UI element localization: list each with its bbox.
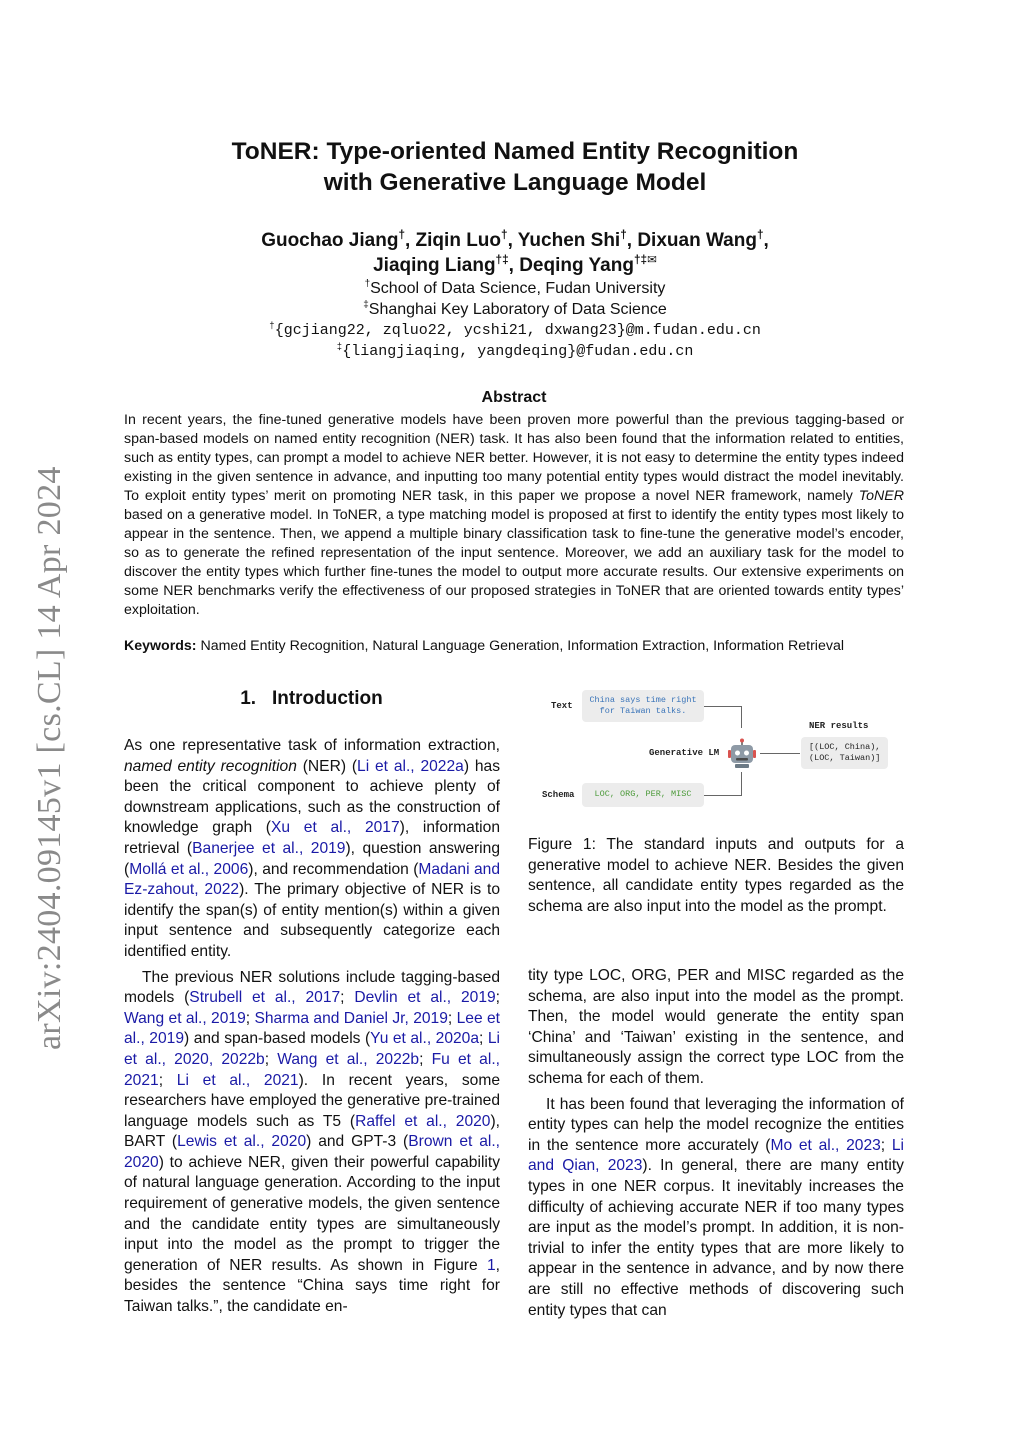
author-mark: † [501, 228, 508, 242]
citation-link[interactable]: Li et al., 2021 [176, 1071, 299, 1089]
citation-link[interactable]: Li et al., 2020, 2022b [124, 1030, 500, 1068]
citation-link[interactable]: Banerjee et al., 2019 [192, 839, 346, 857]
citation-link[interactable]: Strubell et al., 2017 [189, 989, 341, 1007]
intro-paragraph-2: The previous NER solutions include tagging-based models (Strubell et al., 2017; Devlin et al., 2019; Wang et al., 2019; Sharma and Daniel Jr, 2019; Lee et al., 2019) and span-based models (Yu et al., 2020a; Li et al., 2020, 2022b; Wang et al., 2022b; Fu et al., 2021; Li et al., 2021). In recent years, some researchers have employed the generative pre-trained language models such as T5 (Raffel et al., 2020), BART (Lewis et al., 2020) and GPT-3 (Brown et al., 2020) to achieve NER, given their powerful capability of natural language generation. According to the input requirement of generative models, the given sentence and the candidate entity types are simultaneously input into the model as the prompt to trigger the generation of NER results. As shown in Figure 1, besides the sentence “China says time right for Taiwan talks.”, the candidate en- [124, 968, 501, 1316]
affiliation-1: †School of Data Science, Fudan University [364, 278, 666, 297]
arxiv-identifier: arXiv:2404.09145v1 [cs.CL] 14 Apr 2024 [31, 466, 68, 1050]
citation-link[interactable]: Xu et al., 2017 [271, 819, 400, 837]
citation-link[interactable]: Fu et al., 2021 [124, 1050, 500, 1089]
citation-link[interactable]: Yu et al., 2020a [370, 1030, 480, 1048]
model-name: ToNER [858, 488, 904, 504]
title-line-1: ToNER: Type-oriented Named Entity Recognition [231, 138, 799, 165]
author-name: Deqing Yang [519, 255, 634, 276]
citation-link[interactable]: Li et al., 2022a [357, 757, 464, 775]
citation-link[interactable]: Lee et al., 2019 [124, 1009, 500, 1048]
citation-link[interactable]: Lewis et al., 2020 [177, 1133, 307, 1151]
author-name: Dixuan Wang [637, 230, 757, 251]
corresponding-author-mark: †‡✉ [633, 253, 657, 267]
abstract-heading: Abstract [481, 389, 547, 406]
citation-link[interactable]: Li and Qian, 2023 [528, 1136, 904, 1175]
citation-link[interactable]: Sharma and Daniel Jr, 2019 [254, 1009, 448, 1027]
citation-link[interactable]: Wang et al., 2022b [277, 1050, 420, 1068]
citation-link[interactable]: Wang et al., 2019 [124, 1009, 246, 1027]
author-mark: † [398, 228, 405, 242]
emails [150, 320, 880, 362]
keywords-text: Named Entity Recognition, Natural Language Generation, Information Extraction, Information Retrieval [196, 638, 844, 654]
author-mark: † [756, 228, 764, 242]
right-paragraph-1: tity type LOC, ORG, PER and MISC regarded as the schema, are also input into the model as the prompt. Then, the model would generate the entity span ‘China’ and ‘Taiwan’ existing in the sentence, and simultaneously assign the correct type LOC from the schema for each of them. [528, 967, 904, 1087]
arrow-line [704, 706, 742, 707]
author-name: Yuchen Shi [517, 230, 621, 251]
left-column [124, 736, 500, 1318]
right-column [528, 966, 904, 1321]
ner-results-box: [(LOC, China), (LOC, Taiwan)] [801, 737, 888, 769]
citation-link[interactable]: Raffel et al., 2020 [355, 1112, 491, 1130]
arrow-line [760, 753, 800, 754]
text-input-box: China says time right for Taiwan talks. [582, 690, 704, 722]
figure-caption: Figure 1: The standard inputs and outputs for a generative model to achieve NER. Besides the given sentence, all candidate entity types regarded as the schema are also input into the model as the prompt. [528, 836, 904, 915]
email-line-1: †{gcjiang22, zqluo22, ycshi21, dxwang23}@m.fudan.edu.cn [269, 320, 761, 339]
text-input-label: Text [551, 701, 573, 711]
affiliations [150, 278, 880, 320]
right-paragraph-2: It has been found that leveraging the information of entity types can help the model recognize the entities in the sentence more accurately (Mo et al., 2023; Li and Qian, 2023). In general, there are many entity types in one NER corpus. It inevitably increases the difficulty of achieving accurate NER if too many types are input as the model’s prompt. In addition, it is non-trivial to infer the entity types that are more likely to appear in the sentence in advance, and by now there are still no effective methods of discovering such entity types that can [528, 1095, 904, 1319]
keywords [124, 637, 904, 656]
citation-link[interactable]: Madani and Ez-zahout, 2022 [124, 860, 500, 899]
author-name: Jiaqing Liang [373, 255, 496, 276]
robot-icon [726, 738, 758, 770]
email-line-2: ‡{liangjiaqing, yangdeqing}@fudan.edu.cn [336, 341, 694, 360]
figure-reference-link[interactable]: 1 [486, 1256, 496, 1274]
section-heading: 1. Introduction [240, 688, 383, 709]
author-list: Guochao Jiang†, Ziqin Luo†, Yuchen Shi†, Dixuan Wang†, Jiaqing Liang†‡, Deqing Yang†‡✉ [261, 228, 769, 276]
author-mark: †‡ [495, 253, 509, 267]
schema-label: Schema [542, 790, 575, 800]
author-name: Ziqin Luo [415, 230, 502, 251]
schema-box: LOC, ORG, PER, MISC [582, 783, 704, 807]
author-mark: † [620, 228, 627, 242]
citation-link[interactable]: Mollá et al., 2006 [129, 860, 249, 878]
affiliation-2: ‡Shanghai Key Laboratory of Data Science [363, 299, 667, 318]
title-line-2: with Generative Language Model [323, 169, 707, 196]
arrow-line [704, 795, 742, 796]
arrow-line [741, 772, 742, 796]
paper-title [150, 136, 880, 198]
abstract-body: In recent years, the fine-tuned generative models have been proven more powerful than the previous tagging-based or span-based models on named entity recognition (NER) task. It has also been found that the information related to entities, such as entity types, can prompt a model to achieve NER better. However, it is not easy to determine the entity types indeed existing in the given sentence in advance, and inputting too many potential entity types would distract the model inevitably. To exploit entity types’ merit on promoting NER task, in this paper we propose a novel NER framework, namely ToNER based on a generative model. In ToNER, a type matching model is proposed at first to identify the entity types most likely to appear in the sentence. Then, we append a multiple binary classification task to fine-tune the generative model’s encoder, so as to generate the refined representation of the input sentence. Moreover, we add an auxiliary task for the model to discover the entity types which further fine-tunes the model to output more accurate results. Our extensive experiments on some NER benchmarks verify the effectiveness of our proposed strategies in ToNER that are oriented towards entity types’ exploitation. [124, 412, 904, 618]
ner-results-label: NER results [809, 721, 869, 731]
intro-paragraph-1: As one representative task of information extraction, named entity recognition (NER) (Li et al., 2022a) has been the critical component to achieve plenty of downstream applications, such as the construction of knowledge graph (Xu et al., 2017), information retrieval (Banerjee et al., 2019), question answering (Mollá et al., 2006), and recommendation (Madani and Ez-zahout, 2022). The primary objective of NER is to identify the span(s) of entity mention(s) within a given input sentence and subsequently categorize each identified entity. [124, 737, 500, 960]
citation-link[interactable]: Devlin et al., 2019 [354, 989, 496, 1007]
arrow-line [741, 706, 742, 728]
citation-link[interactable]: Brown et al., 2020 [124, 1133, 500, 1171]
figure-1 [528, 686, 904, 806]
author-name: Guochao Jiang [261, 230, 399, 251]
generative-lm-label: Generative LM [649, 748, 720, 758]
keywords-label: Keywords: [124, 638, 197, 654]
citation-link[interactable]: Mo et al., 2023 [770, 1136, 881, 1154]
